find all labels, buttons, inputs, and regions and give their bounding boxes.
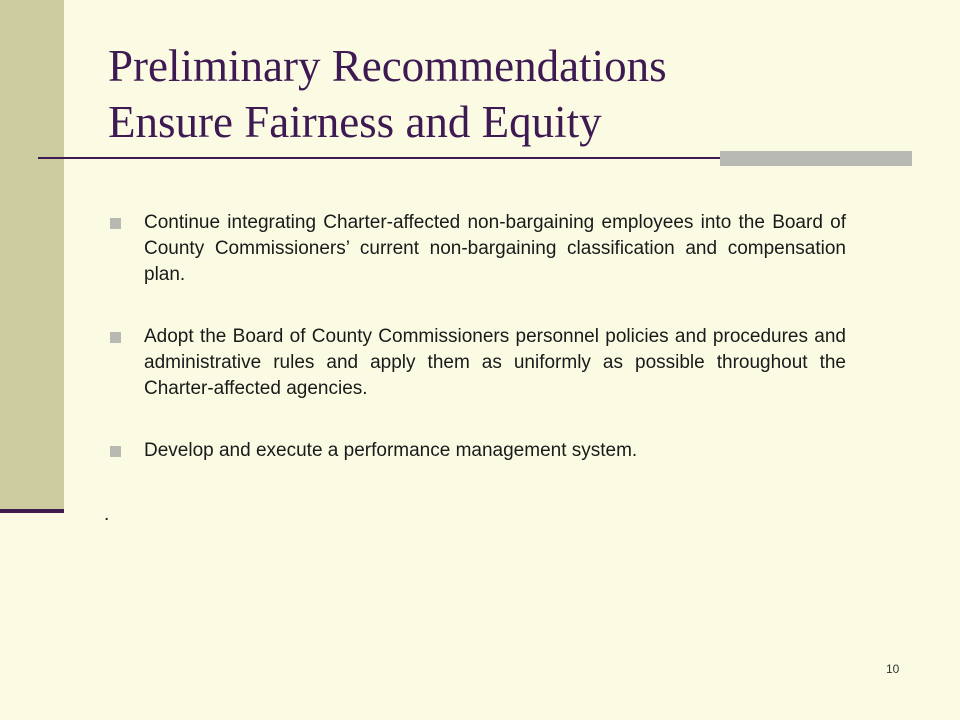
title-accent-bar [720, 151, 912, 166]
bullet-text: Develop and execute a performance management system. [144, 440, 638, 461]
slide-title [108, 38, 908, 150]
bullet-text: Adopt the Board of County Commissioners personnel policies and procedures and administrative rules and apply them as uniformly as possible throughout the Charter-affected agencies. [144, 326, 846, 399]
left-sidebar-band [0, 0, 64, 512]
sidebar-underline [0, 509, 64, 513]
page-number: 10 [886, 662, 900, 676]
bullet-item [110, 438, 846, 464]
square-bullet-icon [110, 332, 121, 343]
title-line-1: Preliminary Recommendations [108, 41, 667, 91]
title-line-2: Ensure Fairness and Equity [108, 97, 602, 147]
bullet-item [110, 324, 846, 402]
bullet-item [110, 210, 846, 288]
bullet-text: Continue integrating Charter-affected non-bargaining employees into the Board of County Commissioners’ current non-bargaining classification and compensation plan. [144, 212, 846, 285]
square-bullet-icon [110, 446, 121, 457]
trailing-period: . [104, 504, 110, 525]
bullet-list [110, 210, 846, 464]
square-bullet-icon [110, 218, 121, 229]
